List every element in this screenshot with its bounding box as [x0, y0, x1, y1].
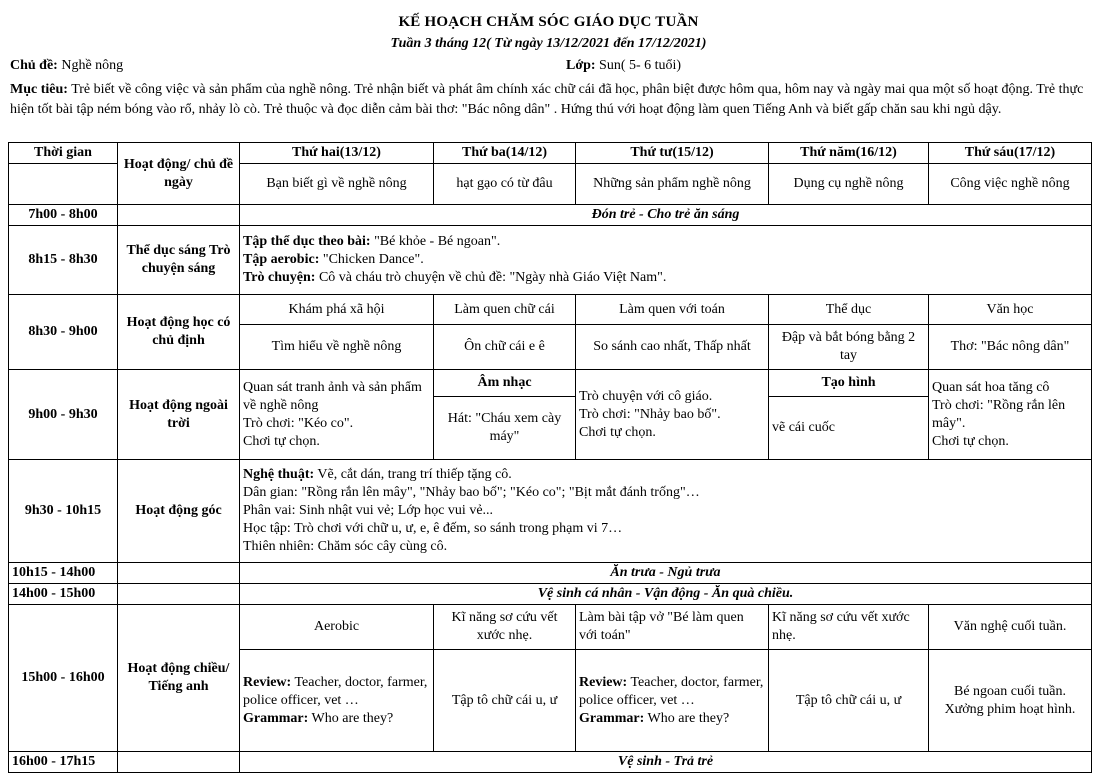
snack-text: Vệ sinh cá nhân - Vận động - Ăn quà chiều.	[240, 584, 1092, 605]
review-text: Teacher, doctor, farmer, police officer, vet …	[579, 674, 764, 708]
morning-exercise-content	[240, 226, 1092, 295]
review-label: Review:	[243, 674, 292, 690]
corner-study-line: Học tập: Trò chơi với chữ u, ư, e, ê đếm, so sánh trong phạm vi 7…	[243, 521, 623, 536]
row-arrival	[9, 205, 1092, 226]
aerobic-line	[243, 251, 1088, 269]
lesson-mon: Tìm hiểu về nghề nông	[240, 325, 434, 370]
english-wed	[576, 650, 769, 752]
time-cell: 9h30 - 10h15	[9, 460, 118, 563]
outdoor-thu-title: Tạo hình	[769, 370, 929, 397]
outdoor-fri-line: Chơi tự chọn.	[932, 433, 1009, 449]
review-line	[243, 674, 430, 710]
day-theme-thu: Dụng cụ nghề nông	[769, 164, 929, 205]
header-row-days	[9, 143, 1092, 164]
review-text: Teacher, doctor, farmer, police officer, vet …	[243, 674, 428, 708]
review-line	[579, 674, 765, 710]
objective-paragraph	[10, 80, 1085, 120]
activity-cell: Hoạt động học có chủ định	[118, 295, 240, 370]
outdoor-mon-line: Chơi tự chọn.	[243, 433, 320, 449]
day-header-fri: Thứ sáu(17/12)	[929, 143, 1092, 164]
day-header-mon: Thứ hai(13/12)	[240, 143, 434, 164]
day-header-thu: Thứ năm(16/12)	[769, 143, 929, 164]
outdoor-thu-text: vẽ cái cuốc	[769, 397, 929, 460]
time-cell: 9h00 - 9h30	[9, 370, 118, 460]
afternoon-fri-line: Xưởng phim hoạt hình.	[944, 701, 1076, 717]
corner-activities	[240, 460, 1092, 563]
arrival-text: Đón trẻ - Cho trẻ ăn sáng	[240, 205, 1092, 226]
grammar-label: Grammar:	[243, 710, 309, 726]
empty-activity-cell	[118, 752, 240, 773]
day-theme-mon: Bạn biết gì về nghề nông	[240, 164, 434, 205]
activity-cell: Hoạt động góc	[118, 460, 240, 563]
empty-activity-cell	[118, 205, 240, 226]
afternoon-fri-line: Bé ngoan cuối tuần.	[954, 683, 1066, 699]
corner-art-line	[243, 466, 1088, 484]
afternoon-fri-top: Văn nghệ cuối tuần.	[929, 605, 1092, 650]
subject-wed: Làm quen với toán	[576, 295, 769, 325]
row-outdoor-top	[9, 370, 1092, 397]
row-corners	[9, 460, 1092, 563]
row-departure	[9, 752, 1092, 773]
lesson-tue: Ôn chữ cái e ê	[434, 325, 576, 370]
outdoor-fri-line: Trò chơi: "Rồng rắn lên mây".	[932, 397, 1066, 431]
outdoor-wed-line: Trò chuyện với cô giáo.	[579, 388, 713, 404]
lesson-fri: Thơ: "Bác nông dân"	[929, 325, 1092, 370]
afternoon-thu-top: Kĩ năng sơ cứu vết xước nhẹ.	[769, 605, 929, 650]
row-afternoon-top	[9, 605, 1092, 650]
english-mon	[240, 650, 434, 752]
exercise-text: "Bé khỏe - Bé ngoan".	[370, 234, 501, 249]
day-header-wed: Thứ tư(15/12)	[576, 143, 769, 164]
day-header-tue: Thứ ba(14/12)	[434, 143, 576, 164]
outdoor-mon-line: Quan sát tranh ảnh và sản phẩm về nghề nông	[243, 379, 422, 413]
corner-roleplay-line: Phân vai: Sinh nhật vui vẻ; Lớp học vui vẻ...	[243, 503, 494, 518]
activity-cell: Hoạt động ngoài trời	[118, 370, 240, 460]
afternoon-mon-top: Aerobic	[240, 605, 434, 650]
topic-label: Chủ đề:	[10, 58, 58, 73]
outdoor-tue-title: Âm nhạc	[434, 370, 576, 397]
time-cell: 10h15 - 14h00	[9, 563, 118, 584]
topic-value: Nghề nông	[61, 58, 124, 73]
outdoor-fri-line: Quan sát hoa tăng cô	[932, 379, 1050, 395]
activity-cell: Hoạt động chiều/ Tiếng anh	[118, 605, 240, 752]
time-cell: 15h00 - 16h00	[9, 605, 118, 752]
outdoor-wed-line: Trò chơi: "Nhảy bao bố".	[579, 406, 721, 422]
outdoor-wed	[576, 370, 769, 460]
time-cell: 8h15 - 8h30	[9, 226, 118, 295]
lunch-text: Ăn trưa - Ngủ trưa	[240, 563, 1092, 584]
class-value: Sun( 5- 6 tuổi)	[599, 58, 682, 73]
time-cell: 8h30 - 9h00	[9, 295, 118, 370]
col-activity-header: Hoạt động/ chủ đề ngày	[118, 143, 240, 205]
row-lunch	[9, 563, 1092, 584]
time-cell: 7h00 - 8h00	[9, 205, 118, 226]
afternoon-tue-top: Kĩ năng sơ cứu vết xước nhẹ.	[434, 605, 576, 650]
lesson-thu: Đập và bắt bóng bằng 2 tay	[769, 325, 929, 370]
day-theme-wed: Những sản phẩm nghề nông	[576, 164, 769, 205]
afternoon-thu-bottom: Tập tô chữ cái u, ư	[769, 650, 929, 752]
outdoor-mon	[240, 370, 434, 460]
objective-text: Trẻ biết về công việc và sản phẩm của nghề nông. Trẻ nhận biết và phát âm chính xác chữ cái đã học, phân biệt được hôm qua, hôm nay và ngày mai qua một số hoạt động. Trẻ thực hiện tốt bài tập ném bóng vào rổ, nhảy lò cò. Trẻ thuộc và đọc diễn cảm bài thơ: "Bác nông dân" . Hứng thú với hoạt động làm quen Tiếng Anh và biết gấp chăn sau khi ngủ dậy.	[10, 82, 1084, 117]
talk-text: Cô và cháu trò chuyện về chủ đề: "Ngày nhà Giáo Việt Nam".	[315, 270, 667, 285]
col-time-header: Thời gian	[9, 143, 118, 164]
subject-fri: Văn học	[929, 295, 1092, 325]
subject-tue: Làm quen chữ cái	[434, 295, 576, 325]
day-theme-fri: Công việc nghề nông	[929, 164, 1092, 205]
aerobic-label: Tập aerobic:	[243, 252, 320, 267]
talk-line	[243, 269, 1088, 287]
objective-label: Mục tiêu:	[10, 82, 68, 97]
outdoor-tue-text: Hát: "Cháu xem cày máy"	[434, 397, 576, 460]
review-label: Review:	[579, 674, 628, 690]
corner-art-label: Nghệ thuật:	[243, 467, 315, 482]
schedule-table	[8, 142, 1092, 773]
document-title: KẾ HOẠCH CHĂM SÓC GIÁO DỤC TUẦN	[398, 14, 699, 30]
departure-text: Vệ sinh - Trả trẻ	[240, 752, 1092, 773]
afternoon-tue-bottom: Tập tô chữ cái u, ư	[434, 650, 576, 752]
talk-label: Trò chuyện:	[243, 270, 316, 285]
time-cell: 14h00 - 15h00	[9, 584, 118, 605]
grammar-text: Who are they?	[644, 710, 730, 726]
time-cell: 16h00 - 17h15	[9, 752, 118, 773]
afternoon-wed-top: Làm bài tập vở "Bé làm quen với toán"	[576, 605, 769, 650]
grammar-line	[243, 710, 430, 728]
corner-art-text: Vẽ, cắt dán, trang trí thiếp tặng cô.	[314, 467, 512, 482]
exercise-line	[243, 233, 1088, 251]
outdoor-wed-line: Chơi tự chọn.	[579, 424, 656, 440]
aerobic-text: "Chicken Dance".	[319, 252, 424, 267]
outdoor-fri	[929, 370, 1092, 460]
corner-folk-line: Dân gian: "Rồng rắn lên mây", "Nhảy bao bố"; "Kéo co"; "Bịt mắt đánh trống"…	[243, 485, 700, 500]
lesson-wed: So sánh cao nhất, Thấp nhất	[576, 325, 769, 370]
corner-nature-line: Thiên nhiên: Chăm sóc cây cùng cô.	[243, 539, 448, 554]
day-theme-tue: hạt gạo có từ đâu	[434, 164, 576, 205]
grammar-label: Grammar:	[579, 710, 645, 726]
exercise-label: Tập thể dục theo bài:	[243, 234, 371, 249]
document-subtitle: Tuần 3 tháng 12( Từ ngày 13/12/2021 đến 17/12/2021)	[390, 36, 707, 51]
row-afternoon-snack	[9, 584, 1092, 605]
class-label: Lớp:	[566, 58, 596, 73]
outdoor-mon-line: Trò chơi: "Kéo co".	[243, 415, 354, 431]
class-line	[566, 58, 681, 74]
activity-cell: Thể dục sáng Trò chuyện sáng	[118, 226, 240, 295]
grammar-text: Who are they?	[308, 710, 394, 726]
subject-thu: Thể dục	[769, 295, 929, 325]
empty-activity-cell	[118, 563, 240, 584]
afternoon-fri-bottom	[929, 650, 1092, 752]
empty-activity-cell	[118, 584, 240, 605]
row-lesson-subjects	[9, 295, 1092, 325]
grammar-line	[579, 710, 765, 728]
topic-line	[10, 58, 123, 74]
empty-time-cell	[9, 164, 118, 205]
row-morning-exercise	[9, 226, 1092, 295]
subject-mon: Khám phá xã hội	[240, 295, 434, 325]
